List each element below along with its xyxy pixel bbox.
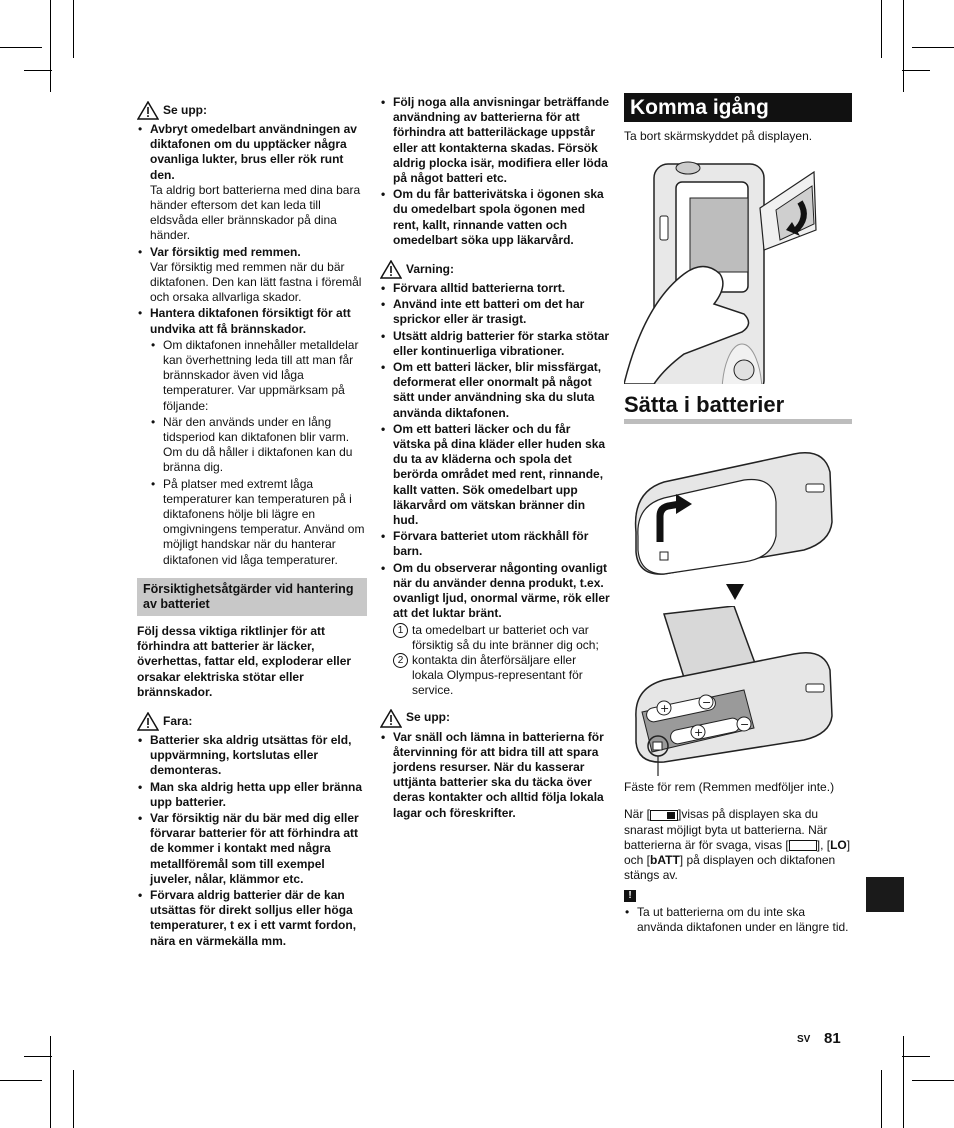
list-item: • Var snäll och lämna in batterierna för återvinning för att bidra till att spara jordens resurser. När du kasserar uttjänta batterier ska du täcka över deras kontakter och alltid följa lokala lagar och föreskrifter.: [380, 730, 610, 821]
battery-indicator-paragraph: När [ ]visas på displayen ska du snarast möjligt byta ut batterierna. När batterierna är för svaga, visas [ ], [LO] och [bATT] på displayen och diktafonen stängs av.: [624, 807, 851, 883]
list-item: • Man ska aldrig hetta upp eller bränna upp batterier.: [137, 780, 367, 810]
danger-list: [137, 733, 367, 949]
language-code: SV: [797, 1034, 811, 1045]
list-item: • Var försiktig med remmen. Var försiktig med remmen när du bär diktafonen. Den kan lätt fastna i föremål och orsaka allvarliga skador.: [137, 245, 367, 306]
battery-list-top: [380, 95, 610, 248]
list-item: • Avbryt omedelbart användningen av diktafonen om du upptäcker några ovanliga lukter, brus eller rök runt den. Ta aldrig bort batterierna med dina bara händer eftersom det kan leda till eldsvåda eller brännskador på dina händer.: [137, 122, 367, 244]
open-battery-cover-illustration: [624, 432, 852, 582]
list-item: • Om ett batteri läcker, blir missfärgat, deformerat eller onormalt på något sätt under användning ska du sluta använda diktafonen.: [380, 360, 610, 421]
list-item: • Förvara aldrig batterier där de kan utsättas för direkt solljus eller höga temperaturer, t ex i ett varmt fordon, nära en värmekälla mm.: [137, 888, 367, 949]
insert-batteries-illustration: [624, 606, 852, 776]
strap-attachment-caption: Fäste för rem (Remmen medföljer inte.): [624, 780, 835, 795]
note-list: [624, 905, 852, 935]
numbered-item: 2 kontakta din återförsäljare eller lokala Olympus-representant för service.: [393, 653, 610, 699]
arrow-down-icon: [624, 582, 852, 602]
remove-screen-film-illustration: [624, 154, 852, 384]
intro-paragraph: Följ dessa viktiga riktlinjer för att förhindra att batterier är läcker, överhettas, fattar eld, exploderar eller orsakar elektriska stötar eller brännskador.: [137, 623, 352, 699]
column-middle: [380, 95, 610, 822]
list-item: • Förvara batteriet utom räckhåll för barn.: [380, 529, 610, 559]
list-item: • Utsätt aldrig batterier för starka stötar eller kontinuerliga vibrationer.: [380, 329, 610, 359]
warning-list: [380, 281, 610, 621]
warning-heading: Varning:: [380, 260, 610, 279]
list-item: • Följ noga alla anvisningar beträffande användning av batterierna för att förhindra att batteriläckage uppstår eller att kontakterna skadas. Försök aldrig plocka isär, modifiera eller löda på något batteri etc.: [380, 95, 610, 186]
svg-text:−: −: [740, 718, 750, 732]
caution-heading: Se upp:: [137, 101, 367, 120]
list-item: • Om ett batteri läcker och du får vätska på dina kläder eller huden ska du ta av kläderna och spola det berörda området med rent, rinnande, kallt vatten. Sök omedelbart upp läkarvård om vätskan bränner din hud.: [380, 422, 610, 528]
instruction-text: Ta bort skärmskyddet på displayen.: [624, 129, 813, 143]
danger-heading: Fara:: [137, 712, 367, 731]
list-item: • Batterier ska aldrig utsättas för eld, uppvärmning, kortslutas eller demonteras.: [137, 733, 367, 779]
warning-triangle-icon: [380, 709, 402, 728]
numbered-item: 1 ta omedelbart ur batteriet och var försiktig så du inte bränner dig och;: [393, 623, 610, 653]
list-item: • Var försiktig när du bär med dig eller förvarar batterier för att förhindra att de kommer i kontakt med några metallföremål som till exempel juveler, nålar, klämmor etc.: [137, 811, 367, 887]
svg-text:−: −: [702, 696, 712, 710]
column-left: [137, 95, 367, 950]
caution-list: [137, 122, 367, 568]
page-number: 81: [824, 1030, 841, 1047]
warning-triangle-icon: [137, 712, 159, 731]
caution-list-2: [380, 730, 610, 821]
battery-empty-icon: [789, 840, 817, 851]
warning-triangle-icon: [380, 260, 402, 279]
sub-list-item: • När den används under en lång tidsperiod kan diktafonen blir varm. Om du då håller i diktafonen kan du bränna dig.: [137, 415, 367, 476]
list-item: • Hantera diktafonen försiktigt för att undvika att få brännskador.: [137, 306, 367, 336]
list-item: • Om du observerar någonting ovanligt när du använder denna produkt, t.ex. ovanligt ljud, onormal värme, rök eller att det luktar bränt.: [380, 561, 610, 622]
section-heading-insert-batteries: Sätta i batterier: [624, 392, 852, 424]
sub-list-item: • På platser med extremt låga temperaturer kan temperaturen på i diktafonens hölje bli lägre en omgivningens temperatur. Använd om möjligt handskar när du hanterar diktafonen vid låga temperaturer.: [137, 477, 367, 568]
column-right: [624, 93, 852, 936]
note-exclamation-icon: !: [624, 890, 636, 902]
sub-list-item: • Om diktafonen innehåller metalldelar kan överhettning leda till att man får brännskador även vid låga temperaturer. Var uppmärksam på följande:: [137, 338, 367, 414]
list-item: • Förvara alltid batterierna torrt.: [380, 281, 610, 296]
note-heading: [624, 887, 852, 902]
chapter-tab: [866, 877, 904, 912]
battery-full-icon: [650, 810, 678, 821]
svg-text:+: +: [694, 726, 704, 740]
caution-heading-2: Se upp:: [380, 709, 610, 728]
numbered-list: [380, 623, 610, 699]
section-heading-getting-started: Komma igång: [624, 93, 852, 122]
svg-text:+: +: [660, 702, 670, 716]
list-item: • Ta ut batterierna om du inte ska använda diktafonen under en längre tid.: [624, 905, 852, 935]
section-box-title: Försiktighetsåtgärder vid hantering av batteriet: [137, 578, 367, 616]
warning-triangle-icon: [137, 101, 159, 120]
list-item: • Om du får batterivätska i ögonen ska du omedelbart spola ögonen med rent, kallt, rinnande vatten och omedelbart söka upp läkarvård.: [380, 187, 610, 248]
list-item: • Använd inte ett batteri om det har sprickor eller är trasigt.: [380, 297, 610, 327]
